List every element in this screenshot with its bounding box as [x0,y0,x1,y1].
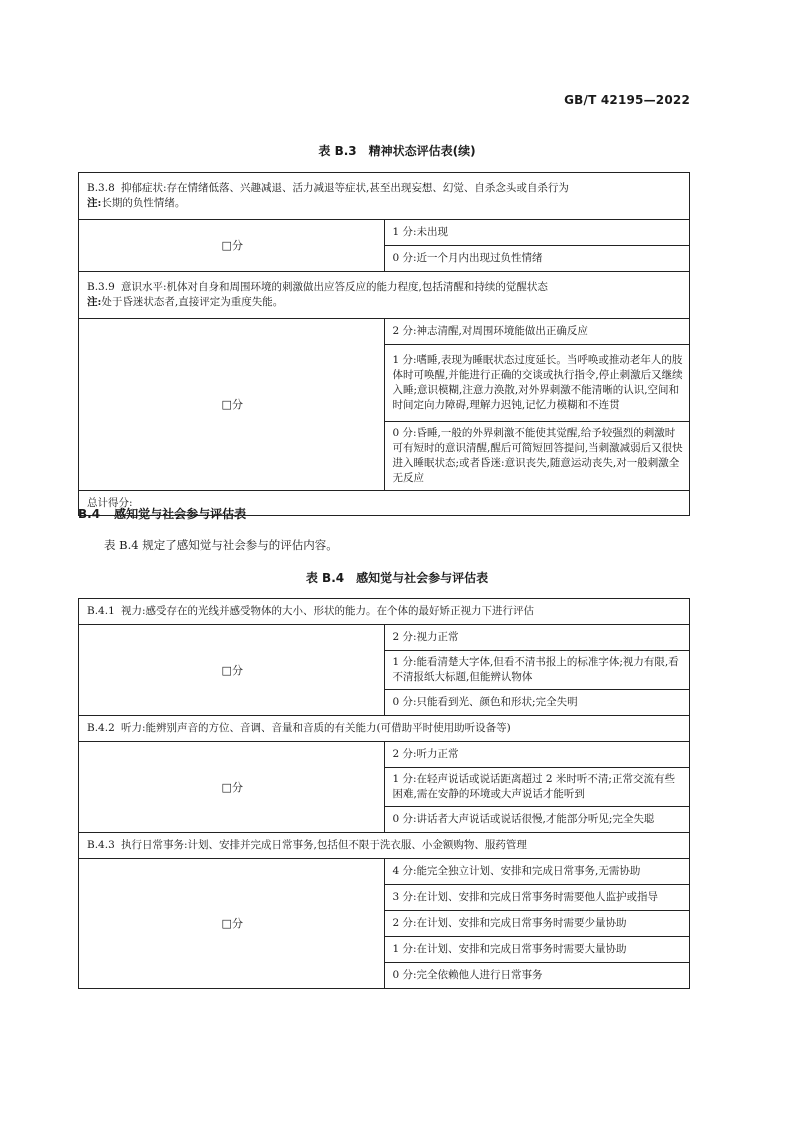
option-cell: 3 分:在计划、安排和完成日常事务时需要他人监护或指导 [384,885,690,911]
score-box[interactable]: □分 [79,220,385,272]
section-title: 感知觉与社会参与评估表 [114,507,247,521]
note-text: 长期的负性情绪。 [101,197,186,209]
option-cell: 2 分:在计划、安排和完成日常事务时需要少量协助 [384,911,690,937]
table-row [79,599,690,625]
table-row [79,833,690,859]
item-title: 视力:感受存在的光线并感受物体的大小、形状的能力。在个体的最好矫正视力下进行评估 [121,605,535,617]
item-note [87,295,683,310]
option-cell: 1 分:能看清楚大字体,但看不清书报上的标准字体;视力有限,看不清报纸大标题,但能辨认物体 [384,651,690,690]
option-cell: 1 分:在轻声说话或说话距离超过 2 米时听不清;正常交流有些困难,需在安静的环境或大声说话才能听到 [384,768,690,807]
item-code: B.3.8 [87,182,115,194]
table-row [79,319,690,345]
score-box[interactable]: □分 [79,859,385,989]
item-title: 执行日常事务:计划、安排并完成日常事务,包括但不限于洗衣服、小金额购物、服药管理 [121,839,527,851]
note-label: 注: [87,197,102,209]
option-cell: 4 分:能完全独立计划、安排和完成日常事务,无需协助 [384,859,690,885]
item-header-b4-1 [79,599,690,625]
option-cell: 0 分:昏睡,一般的外界刺激不能使其觉醒,给予较强烈的刺激时可有短时的意识清醒,醒后可简短回答提问,当刺激减弱后又很快进入睡眠状态;或者昏迷:意识丧失,随意运动丧失,对一般刺激全无反应 [384,422,690,491]
section-heading [78,505,246,522]
item-code: B.3.9 [87,281,115,293]
section-number: B.4 [78,507,101,521]
table-row [79,742,690,768]
option-cell: 2 分:听力正常 [384,742,690,768]
score-box[interactable]: □分 [79,625,385,716]
item-header-b3-8 [79,173,690,220]
item-header-b4-3 [79,833,690,859]
table-row [79,220,690,246]
option-cell: 1 分:嗜睡,表现为睡眠状态过度延长。当呼唤或推动老年人的肢体时可唤醒,并能进行正确的交谈或执行指令,停止刺激后又继续入睡;意识模糊,注意力涣散,对外界刺激不能清晰的认识,空间和时间定向力障碍,理解力迟钝,记忆力模糊和不连贯 [384,345,690,422]
table-row [79,716,690,742]
table-row [79,625,690,651]
table-b4-caption-title: 感知觉与社会参与评估表 [356,571,489,585]
option-cell: 1 分:未出现 [384,220,690,246]
option-cell: 2 分:神志清醒,对周围环境能做出正确反应 [384,319,690,345]
option-cell: 0 分:近一个月内出现过负性情绪 [384,246,690,272]
table-b3-caption-label: 表 B.3 [318,144,357,158]
score-box[interactable]: □分 [79,742,385,833]
table-b4 [78,598,690,989]
item-title: 意识水平:机体对自身和周围环境的刺激做出应答反应的能力程度,包括清醒和持续的觉醒状态 [121,281,548,293]
table-row [79,173,690,220]
option-cell: 0 分:讲话者大声说话或说话很慢,才能部分听见;完全失聪 [384,807,690,833]
note-text: 处于昏迷状态者,直接评定为重度失能。 [101,296,284,308]
item-code: B.4.2 [87,722,115,734]
item-code: B.4.3 [87,839,115,851]
item-title: 听力:能辨别声音的方位、音调、音量和音质的有关能力(可借助平时使用助听设备等) [121,722,511,734]
item-code: B.4.1 [87,605,115,617]
item-header-b3-9 [79,272,690,319]
standard-code: GB/T 42195—2022 [564,93,690,107]
section-intro: 表 B.4 规定了感知觉与社会参与的评估内容。 [104,538,338,552]
table-row [79,859,690,885]
table-b4-caption-label: 表 B.4 [305,571,345,585]
note-label: 注: [87,296,102,308]
total-score-cell: 总计得分: [79,491,690,516]
table-row [79,272,690,319]
option-cell: 0 分:完全依赖他人进行日常事务 [384,963,690,989]
item-title: 抑郁症状:存在情绪低落、兴趣减退、活力减退等症状,甚至出现妄想、幻觉、自杀念头或自杀行为 [121,182,569,194]
item-note [87,196,683,211]
table-b4-caption [0,569,794,586]
item-header-b4-2 [79,716,690,742]
option-cell: 2 分:视力正常 [384,625,690,651]
table-b3-caption [0,142,794,159]
table-b3-caption-title: 精神状态评估表(续) [368,144,476,158]
option-cell: 1 分:在计划、安排和完成日常事务时需要大量协助 [384,937,690,963]
table-b3 [78,172,690,516]
score-box[interactable]: □分 [79,319,385,491]
option-cell: 0 分:只能看到光、颜色和形状;完全失明 [384,690,690,716]
